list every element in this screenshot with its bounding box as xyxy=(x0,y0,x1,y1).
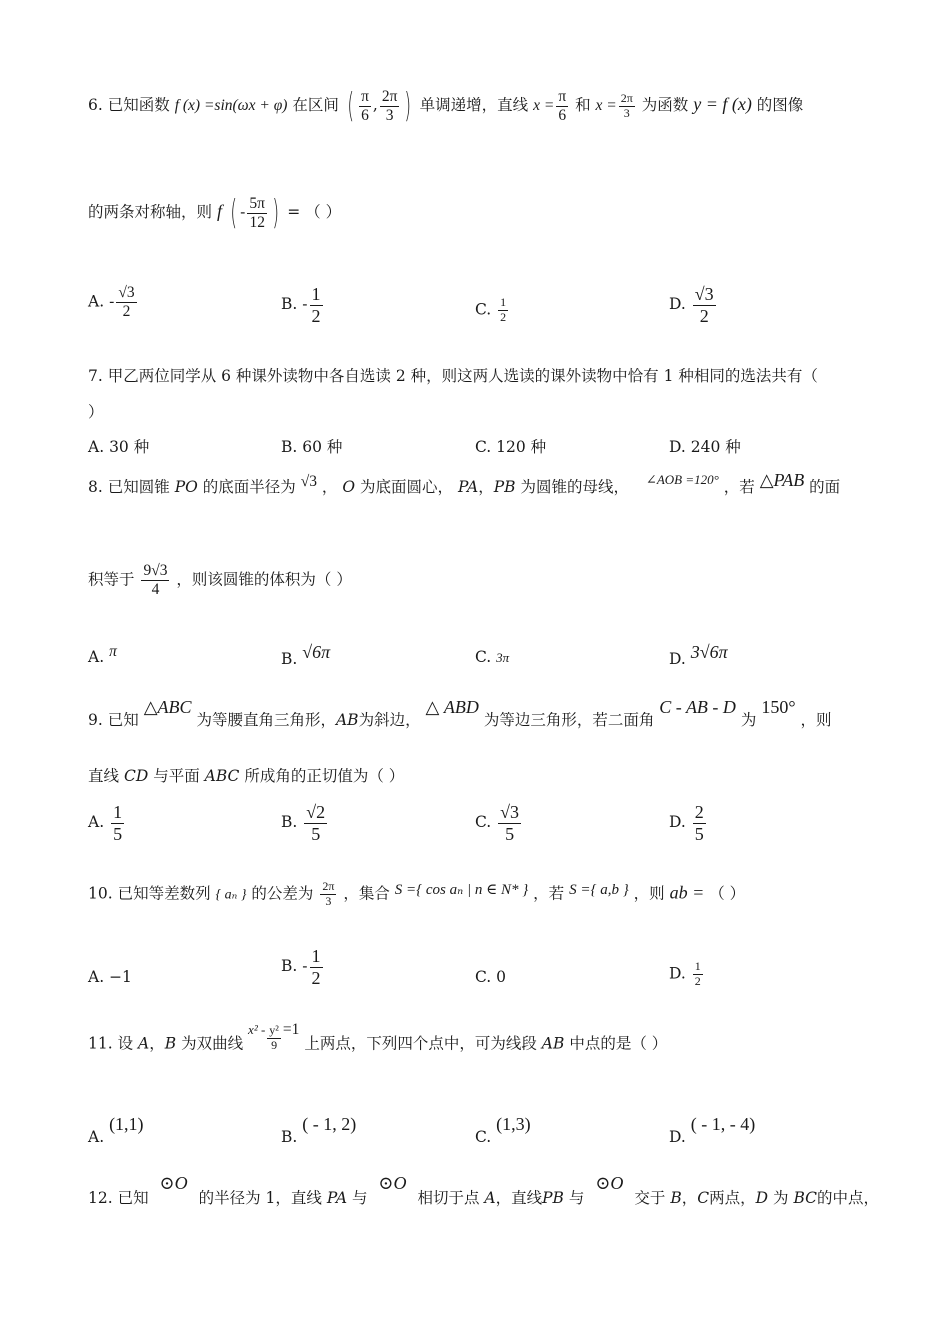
question-6-line-2 xyxy=(88,193,341,233)
angle-value: 150° xyxy=(761,697,796,717)
option-text: π xyxy=(109,643,117,660)
question-10-line-1 xyxy=(88,880,745,909)
fraction: $\frac{1}{5}$ xyxy=(113,802,123,844)
line-lhs: x = xyxy=(595,97,617,114)
fraction: $\frac{1}{2}$ xyxy=(311,284,321,326)
question-12-line-1 xyxy=(88,1173,879,1208)
question-6-option-d[interactable] xyxy=(669,284,718,326)
question-number: 8. xyxy=(88,478,103,496)
text: ，则该圆锥的体积为（ ） xyxy=(176,570,352,589)
option-label: D. xyxy=(669,295,686,314)
question-7-option-b[interactable] xyxy=(281,435,342,457)
fraction: $\frac{2\pi}{3}$ xyxy=(381,87,398,124)
question-6-option-b[interactable] xyxy=(281,284,325,326)
text: 和 xyxy=(575,96,591,114)
text: 直线 xyxy=(88,767,120,785)
question-10-option-a[interactable] xyxy=(88,968,132,986)
question-9-option-a[interactable] xyxy=(88,802,126,844)
option-label: B. xyxy=(281,438,298,456)
option-text: 30 种 xyxy=(109,438,150,456)
circle-o: ⊙O xyxy=(378,1173,407,1193)
segment-pa: PA xyxy=(457,478,479,496)
option-label: C. xyxy=(475,1128,492,1146)
text: 设 xyxy=(117,1034,134,1053)
question-number: 6. xyxy=(88,96,103,114)
point-a: A xyxy=(138,1034,150,1053)
option-label: C. xyxy=(475,813,492,832)
text: ，集合 xyxy=(343,884,390,903)
question-6-line-1: 6. 已知函数 f (x) =sin(ωx + φ) 在区间 ( $\frac{\pi}{6}$ , $\frac{2\pi}{3}$ ) 单调递增，直线 x = $\frac{\pi}{6}$ 和 x = $\frac{2\pi}{3}$ 为函数 y = f (x) 的图像 xyxy=(88,86,804,126)
text: 为圆锥的母线， xyxy=(520,478,629,496)
fraction: $\frac{9√3}{4}$ xyxy=(143,562,168,598)
text: 已知 xyxy=(117,1189,149,1207)
question-10-option-d[interactable] xyxy=(669,960,705,989)
question-6-option-c[interactable] xyxy=(475,296,510,325)
text: 与 xyxy=(351,1189,368,1207)
option-label: C. xyxy=(475,968,492,986)
text: 为 xyxy=(740,711,757,729)
option-text: 240 种 xyxy=(690,438,741,456)
segment-po: PO xyxy=(174,478,198,496)
text: 的公差为 xyxy=(251,884,314,903)
text: 两点， xyxy=(709,1189,756,1207)
text: 的图像 xyxy=(756,96,804,114)
option-label: C. xyxy=(475,300,492,319)
option-text: 3π xyxy=(496,650,510,665)
segment-cd: CD xyxy=(123,767,149,785)
fraction: $\frac{5\pi}{12}$ xyxy=(249,194,265,231)
text: ，若 xyxy=(723,478,755,496)
fraction: $\frac{1}{2}$ xyxy=(311,946,321,988)
text: 为等边三角形，若二面角 xyxy=(483,711,655,729)
fraction: $\frac{1}{2}$ xyxy=(694,959,701,988)
option-label: A. xyxy=(88,648,105,666)
text: 为等腰直角三角形， xyxy=(196,711,336,729)
option-label: D. xyxy=(669,964,686,983)
question-number: 10. xyxy=(88,884,113,903)
text: 与平面 xyxy=(153,767,200,785)
option-label: A. xyxy=(88,1128,105,1146)
question-6-option-a[interactable] xyxy=(88,284,139,321)
fraction: $\frac{\pi}{6}$ xyxy=(558,87,567,124)
segment-ab: AB xyxy=(541,1034,565,1053)
fraction: $\frac{2\pi}{3}$ xyxy=(322,879,335,908)
line-lhs: x = xyxy=(533,97,555,114)
point-c: C xyxy=(697,1189,710,1207)
option-label: C. xyxy=(475,648,492,666)
segment-pb: PB xyxy=(493,478,516,496)
text: ， xyxy=(321,478,338,496)
option-text: 3√6π xyxy=(690,642,728,662)
text: ， xyxy=(478,478,494,496)
question-7-option-d[interactable] xyxy=(669,435,741,457)
option-text: 120 种 xyxy=(496,438,547,456)
right-paren: ) xyxy=(404,86,412,126)
text: 所成角的正切值为（ ） xyxy=(244,767,405,785)
segment-pa: PA xyxy=(326,1189,348,1207)
text: 的半径为 1，直线 xyxy=(198,1189,322,1207)
sign: - xyxy=(240,203,246,221)
option-label: A. xyxy=(88,292,105,311)
text: 为斜边， xyxy=(358,711,421,729)
option-label: B. xyxy=(281,650,298,668)
text: 为函数 xyxy=(641,96,689,114)
option-label: D. xyxy=(669,813,686,832)
text: 的中点， xyxy=(816,1189,879,1207)
text: 中点的是（ ） xyxy=(569,1034,668,1053)
point-b: B xyxy=(164,1034,177,1053)
angle-expression: ∠AOB =120° xyxy=(645,472,719,487)
option-label: D. xyxy=(669,650,686,668)
question-8-line-2 xyxy=(88,562,352,599)
text: ， xyxy=(681,1189,698,1207)
dihedral-angle: C - AB - D xyxy=(659,697,736,717)
text: ，则 xyxy=(633,884,665,903)
question-8-option-d[interactable] xyxy=(669,642,728,669)
option-label: A. xyxy=(88,813,105,832)
text: 积等于 xyxy=(88,570,135,589)
triangle-abc: △ABC xyxy=(143,697,192,717)
triangle-abd: △ ABD xyxy=(425,697,479,717)
option-label: C. xyxy=(475,438,492,456)
question-9-option-c[interactable] xyxy=(475,802,523,844)
question-7-line-2: ） xyxy=(88,403,104,421)
segment-pb: PB xyxy=(542,1189,564,1207)
sign: - xyxy=(109,292,115,311)
circle-o: ⊙O xyxy=(595,1173,624,1193)
text: （ ） xyxy=(709,884,746,903)
question-8-option-a[interactable] xyxy=(88,643,117,667)
question-10-option-c[interactable] xyxy=(475,968,506,986)
option-label: D. xyxy=(669,1128,686,1146)
function-expression: y = f (x) xyxy=(693,94,752,114)
sign: - xyxy=(302,295,308,314)
text: 已知 xyxy=(107,711,139,729)
point-a: A xyxy=(484,1189,496,1207)
left-paren: ( xyxy=(230,193,237,233)
text: 单调递增，直线 xyxy=(419,96,529,114)
left-paren: ( xyxy=(347,86,354,126)
text: 的两条对称轴，则 xyxy=(88,203,213,221)
question-8-line-1 xyxy=(88,470,841,497)
question-11-option-b[interactable] xyxy=(281,1114,357,1146)
text: 已知圆锥 xyxy=(107,478,170,496)
point-b: B xyxy=(670,1189,682,1207)
plane-abc: ABC xyxy=(204,767,240,785)
point-o: O xyxy=(342,478,356,496)
question-7-option-a[interactable] xyxy=(88,435,149,457)
option-label: D. xyxy=(669,438,686,456)
question-number: 11. xyxy=(88,1034,113,1053)
hyperbola-right: =1 xyxy=(282,1021,300,1039)
question-7-option-c[interactable] xyxy=(475,435,546,457)
text: ，若 xyxy=(533,884,565,903)
option-label: A. xyxy=(88,968,105,986)
sequence-symbol: { aₙ } xyxy=(215,887,247,903)
text: 已知函数 xyxy=(107,96,170,114)
text: ， xyxy=(149,1034,165,1053)
text: 的面 xyxy=(809,478,841,496)
question-9-line-1 xyxy=(88,697,832,730)
option-text: ( - 1, - 4) xyxy=(690,1114,756,1134)
option-text: ( - 1, 2) xyxy=(302,1114,357,1134)
text: 交于 xyxy=(634,1189,666,1207)
question-11-option-c[interactable] xyxy=(475,1114,531,1146)
question-9-line-2 xyxy=(88,764,404,786)
question-11-option-d[interactable] xyxy=(669,1114,756,1146)
product-ab: ab = xyxy=(669,882,705,903)
option-text: √6π xyxy=(302,642,331,662)
text: 上两点，下列四个点中，可为线段 xyxy=(304,1034,537,1053)
point-d: D xyxy=(755,1189,769,1207)
question-11-line-1 xyxy=(88,1021,668,1059)
fraction: $\frac{√2}{5}$ xyxy=(306,802,326,844)
set-expression: S ={ cos aₙ | n ∈ N* } xyxy=(394,882,529,899)
text: ，则 xyxy=(800,711,832,729)
question-number: 12. xyxy=(88,1189,113,1207)
segment-bc: BC xyxy=(793,1189,817,1207)
circle-o: ⊙O xyxy=(159,1173,188,1193)
triangle-pab: △PAB xyxy=(759,470,805,490)
question-9-option-d[interactable] xyxy=(669,802,708,844)
hyperbola-left: x² - xyxy=(248,1022,266,1038)
text: 已知等差数列 xyxy=(117,884,211,903)
question-8-option-b[interactable] xyxy=(281,642,331,669)
fraction: $\frac{\text{y²}}{9}$ xyxy=(269,1023,279,1052)
fraction: $\frac{√3}{5}$ xyxy=(500,802,520,844)
text: （ ） xyxy=(305,203,342,221)
text: 相切于点 xyxy=(417,1189,480,1207)
question-9-option-b[interactable] xyxy=(281,802,329,844)
option-text: 0 xyxy=(496,968,507,986)
question-11-option-a[interactable] xyxy=(88,1114,144,1146)
function-expression: f (x) =sin(ωx + φ) xyxy=(174,97,288,114)
segment-ab: AB xyxy=(335,711,359,729)
text: ，直线 xyxy=(495,1189,543,1207)
option-label: B. xyxy=(281,813,298,832)
question-number: 9. xyxy=(88,711,103,729)
option-text: −1 xyxy=(109,968,132,986)
option-label: A. xyxy=(88,438,105,456)
question-10-option-b[interactable] xyxy=(281,946,325,988)
text: 为双曲线 xyxy=(181,1034,244,1053)
sign: - xyxy=(302,957,308,976)
set-expression: S ={ a,b } xyxy=(569,882,629,899)
option-label: B. xyxy=(281,295,298,314)
equals: = xyxy=(287,203,301,221)
question-7-line-1: 7. 甲乙两位同学从 6 种课外读物中各自选读 2 种，则这两人选读的课外读物中恰有 1 种相同的选法共有（ xyxy=(88,367,818,385)
fraction: $\frac{1}{2}$ xyxy=(500,295,507,324)
text: 为底面圆心， xyxy=(360,478,454,496)
text: 与 xyxy=(568,1189,585,1207)
text: 在区间 xyxy=(292,96,339,114)
question-8-option-c[interactable] xyxy=(475,648,509,666)
option-label: B. xyxy=(281,957,298,976)
fraction: $\frac{2\pi}{3}$ xyxy=(620,90,633,120)
fraction: $\frac{√3}{2}$ xyxy=(118,284,135,320)
right-paren: ) xyxy=(272,193,279,233)
fraction: $\frac{\pi}{6}$ xyxy=(361,87,369,124)
option-text: (1,3) xyxy=(496,1114,531,1134)
text: 的底面半径为 xyxy=(202,478,296,496)
radius-value: √3 xyxy=(300,473,317,490)
option-text: 60 种 xyxy=(302,438,343,456)
text: 为 xyxy=(772,1189,789,1207)
fraction: $\frac{2}{5}$ xyxy=(694,802,704,844)
option-text: (1,1) xyxy=(109,1114,144,1134)
option-label: B. xyxy=(281,1128,298,1146)
function-symbol: f xyxy=(216,201,222,221)
fraction: $\frac{√3}{2}$ xyxy=(694,284,714,326)
